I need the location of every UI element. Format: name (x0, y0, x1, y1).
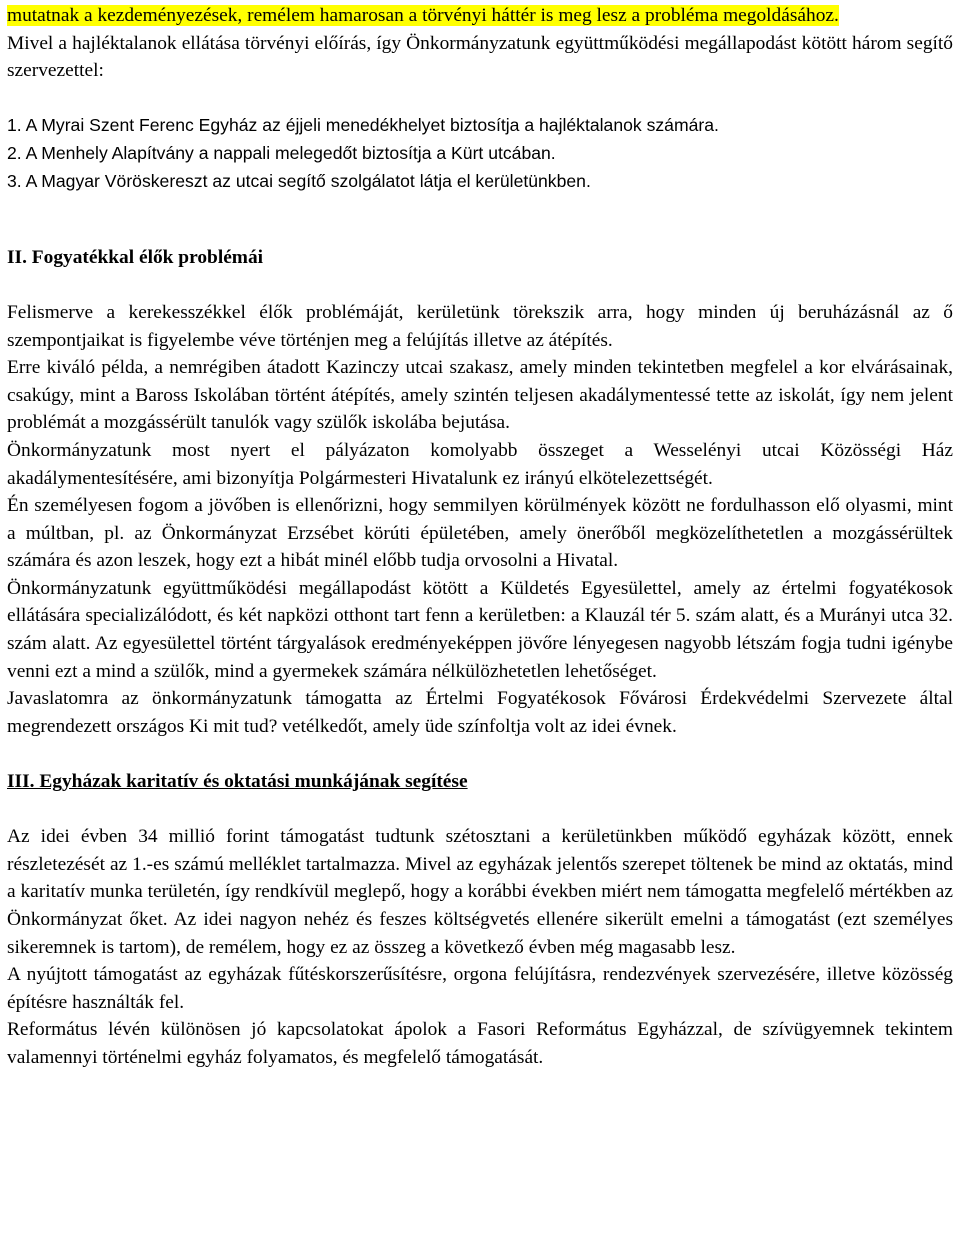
paragraph: Felismerve a kerekesszékkel élők problémáját, kerületünk törekszik arra, hogy minden új beruházásnál az ő szempontjaikat is figyelembe véve történjen meg a felújítás illetve az átépítés. (7, 301, 953, 351)
paragraph: Önkormányzatunk együttműködési megállapodást kötött a Küldetés Egyesülettel, amely az értelmi fogyatékosok ellátására specializálódott, és két napközi otthont tart fenn a kerületben: a Klauzál tér 5. szám alatt, és a Murányi utca 32. szám alatt. Az egyesülettel történt tárgyalások eredményeképpen jövőre lényegesen nagyobb létszám fogja tudni igénybe venni ezt a mind a szülők, mind a gyermekek számára nélkülözhetetlen lehetőséget. (7, 577, 953, 682)
highlighted-text: mutatnak a kezdeményezések, remélem hamarosan a törvényi háttér is meg lesz a probléma megoldásához. (7, 5, 839, 26)
paragraph: Református lévén különösen jó kapcsolatokat ápolok a Fasori Református Egyházzal, de szívügyemnek tekintem valamennyi történelmi egyház folyamatos, és megfelelő támogatását. (7, 1019, 953, 1068)
paragraph: Önkormányzatunk most nyert el pályázaton komolyabb összeget a Wesselényi utcai Közösségi Ház akadálymentesítésére, ami bizonyítja Polgármesteri Hivatalunk ez irányú elkötelezettségét. (7, 439, 953, 489)
spacer (7, 740, 953, 768)
list-item: 1. A Myrai Szent Ferenc Egyház az éjjeli menedékhelyet biztosítja a hajléktalanok számára. (7, 115, 719, 136)
spacer (7, 85, 953, 113)
spacer (7, 271, 953, 299)
list-item: 3. A Magyar Vöröskereszt az utcai segítő szolgálatot látja el kerületünkben. (7, 170, 591, 191)
section-heading-2: II. Fogyatékkal élők problémái (7, 246, 264, 268)
section-heading-3: III. Egyházak karitatív és oktatási munkájának segítése (7, 771, 468, 793)
paragraph: Az idei évben 34 millió forint támogatást tudtunk szétosztani a kerületünkben működő egyházak között, ennek részletezését az 1.-es számú melléklet tartalmazza. Mivel az egyházak jelentős szerepet töltenek be mind az oktatás, mind a karitatív munka területén, így rendkívül meglepő, hogy a korábbi években miért nem támogatta megfelelő mértékben az Önkormányzat őket. Az idei nagyon nehéz és feszes költségvetés ellenére sikerült emelni a támogatást (ezt személyes sikeremnek is tartom), de remélem, hogy ez az összeg a következő évben még magasabb lesz. (7, 826, 953, 958)
paragraph: Erre kiváló példa, a nemrégiben átadott Kazinczy utcai szakasz, amely minden tekintetben megfelel a kor elvárásainak, csakúgy, mint a Baross Iskolában történt átépítés, amely szintén teljesen akadálymentessé tette az iskolát, így nem jelent problémát a mozgássérült tanulók vagy szülők iskolába bejutása. (7, 357, 953, 434)
spacer (7, 195, 953, 223)
spacer (7, 796, 953, 824)
paragraph: Javaslatomra az önkormányzatunk támogatta az Értelmi Fogyatékosok Fővárosi Érdekvédelmi Szervezete által megrendezett országos Ki mit tud? vetélkedőt, amely üde színfoltja volt az idei évnek. (7, 688, 953, 737)
paragraph: Én személyesen fogom a jövőben is ellenőrizni, hogy semmilyen körülmények között ne fordulhasson elő olyasmi, mint a múltban, pl. az Önkormányzat Erzsébet körúti épületében, amely önerőből megközelíthetetlen a mozgássérültek számára és azon leszek, hogy ezt a hibát minél előbb tudja orvosolni a Hivatal. (7, 495, 953, 572)
intro-paragraph (7, 2, 953, 30)
intro-paragraph-2: Mivel a hajléktalanok ellátása törvényi előírás, így Önkormányzatunk együttműködési megállapodást kötött három segítő szervezettel: (7, 32, 953, 82)
spacer (7, 223, 953, 244)
list-item: 2. A Menhely Alapítvány a nappali melegedőt biztosítja a Kürt utcában. (7, 142, 556, 163)
document-page (7, 2, 953, 1072)
paragraph: A nyújtott támogatást az egyházak fűtéskorszerűsítésre, orgona felújításra, rendezvények szervezésére, illetve közösség építésre használták fel. (7, 964, 953, 1013)
